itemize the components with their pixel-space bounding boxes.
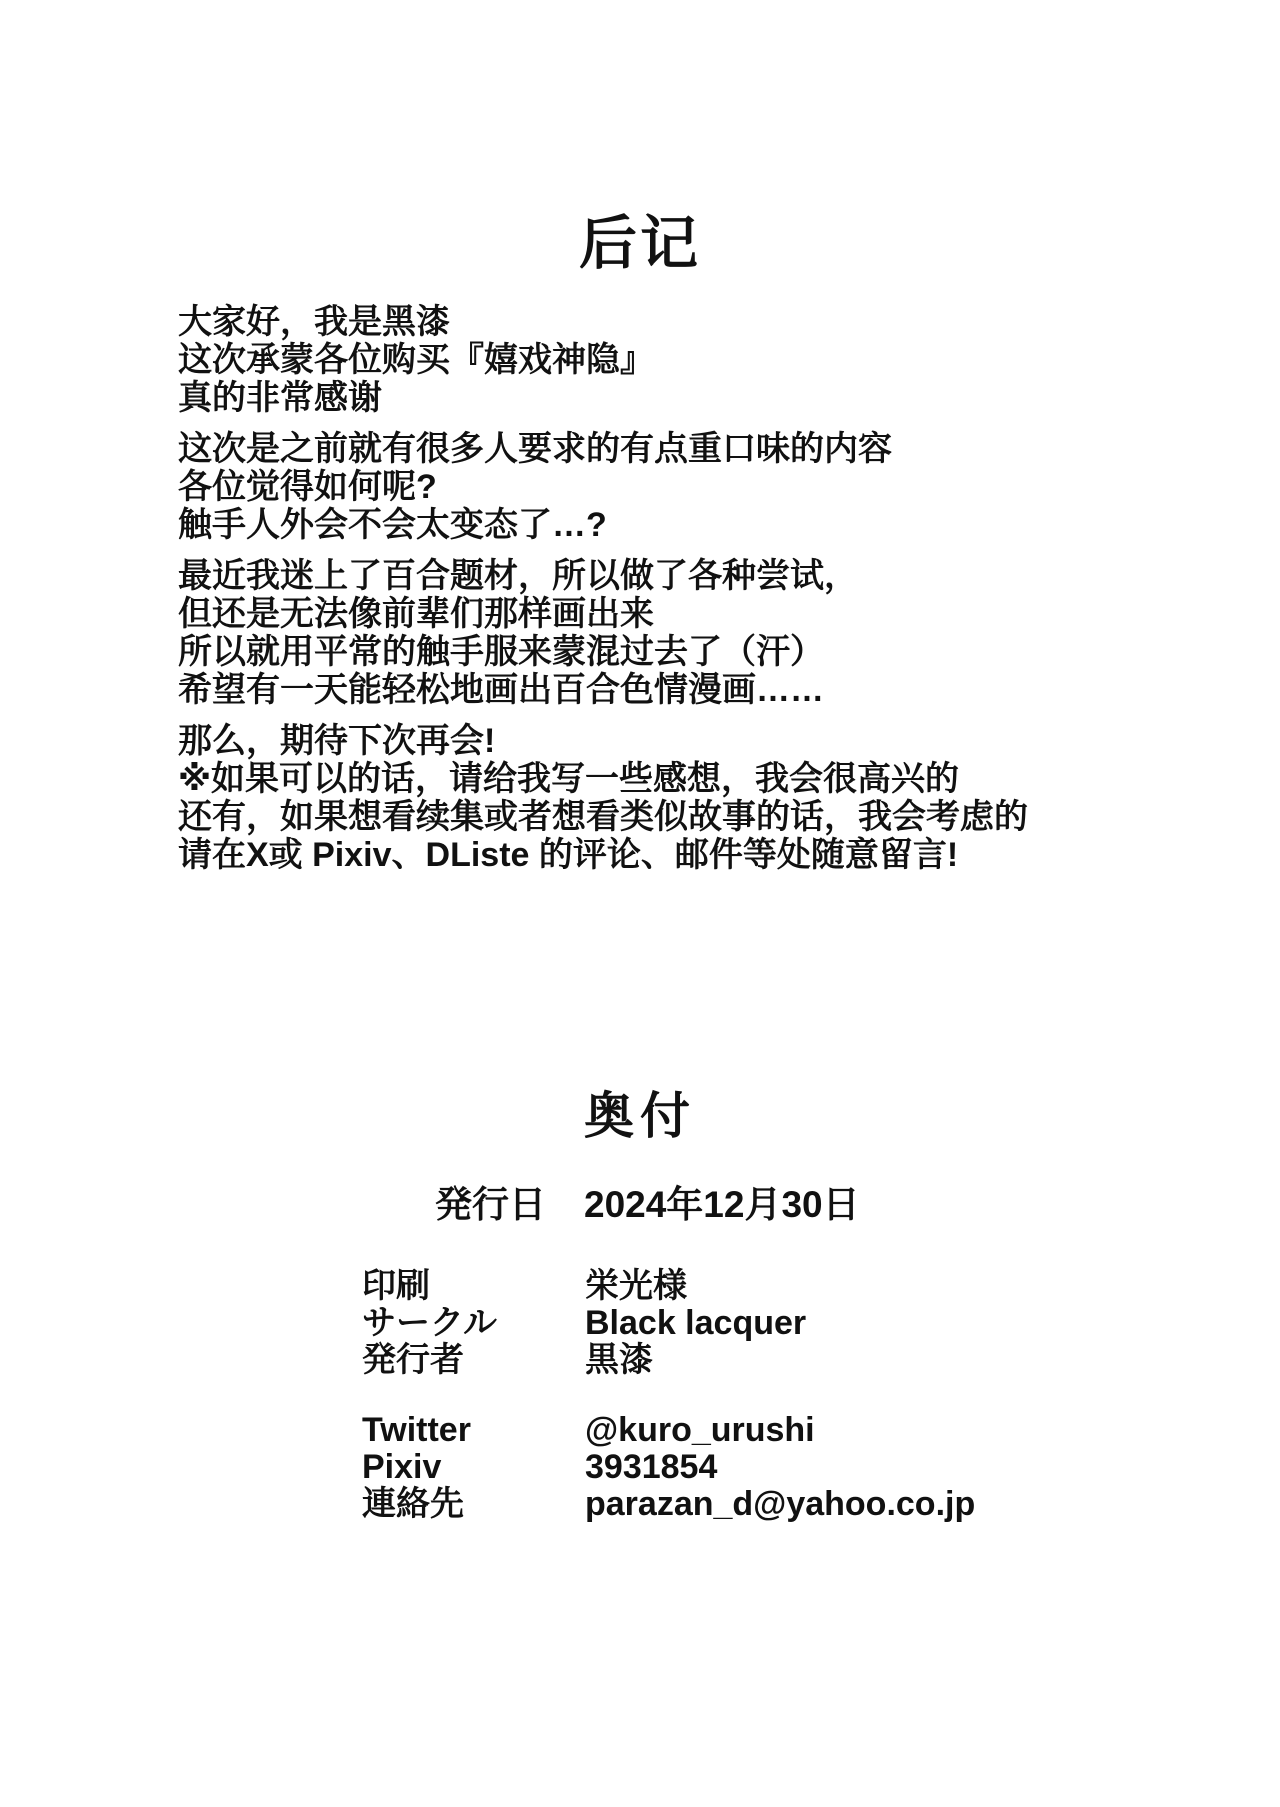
afterword-line: 希望有一天能轻松地画出百合色情漫画…… [178,671,824,709]
afterword-line: 真的非常感谢 [178,379,382,417]
colophon-title: 奥付 [584,1088,696,1144]
afterword-paragraph [178,557,1220,709]
afterword-line: 各位觉得如何呢? [178,468,437,506]
afterword-paragraph [178,430,1220,544]
contact-row [362,1486,975,1523]
colophon-table [362,1268,975,1523]
credit-value: 黒漆 [585,1341,653,1379]
contact-label: 連絡先 [362,1485,464,1523]
credit-row [362,1305,975,1342]
afterword-line: 这次是之前就有很多人要求的有点重口味的内容 [178,430,892,468]
contact-row [362,1412,975,1449]
contact-label: Twitter [362,1411,471,1449]
afterword-line: 最近我迷上了百合题材，所以做了各种尝试， [178,557,858,595]
contact-row [362,1449,975,1486]
credit-row [362,1342,975,1379]
contacts-block [362,1412,975,1523]
afterword-line: ※如果可以的话，请给我写一些感想，我会很高兴的 [178,760,960,798]
credit-label: 印刷 [362,1267,430,1305]
credit-label: サークル [362,1304,497,1342]
afterword-body [178,303,1220,887]
afterword-line: 还有，如果想看续集或者想看类似故事的话，我会考虑的 [178,798,1028,836]
contact-label: Pixiv [362,1448,442,1486]
afterword-line: 所以就用平常的触手服来蒙混过去了（汗） [178,633,824,671]
afterword-line: 那么，期待下次再会! [178,722,496,760]
afterword-line: 这次承蒙各位购买『嬉戏神隐』 [178,341,654,379]
issue-date-label: 発行日 [435,1184,546,1225]
credits-block [362,1268,975,1379]
credit-label: 発行者 [362,1341,464,1379]
afterword-line: 但还是无法像前辈们那样画出来 [178,595,654,633]
afterword-line: 大家好，我是黑漆 [178,303,450,341]
contact-value: @kuro_urushi [585,1411,815,1449]
afterword-line: 触手人外会不会太变态了…? [178,506,607,544]
afterword-paragraph [178,722,1220,874]
afterword-line: 请在X或 Pixiv、DListe 的评论、邮件等处随意留言! [178,836,959,874]
contact-value: parazan_d@yahoo.co.jp [585,1485,976,1523]
afterword-paragraph [178,303,1220,417]
credit-row [362,1268,975,1305]
contact-value: 3931854 [585,1448,718,1486]
credit-value: Black lacquer [585,1304,807,1342]
issue-date-row [435,1174,860,1228]
afterword-title: 后记 [578,211,701,276]
credit-value: 栄光様 [585,1267,687,1305]
issue-date-value: 2024年12月30日 [584,1184,860,1225]
